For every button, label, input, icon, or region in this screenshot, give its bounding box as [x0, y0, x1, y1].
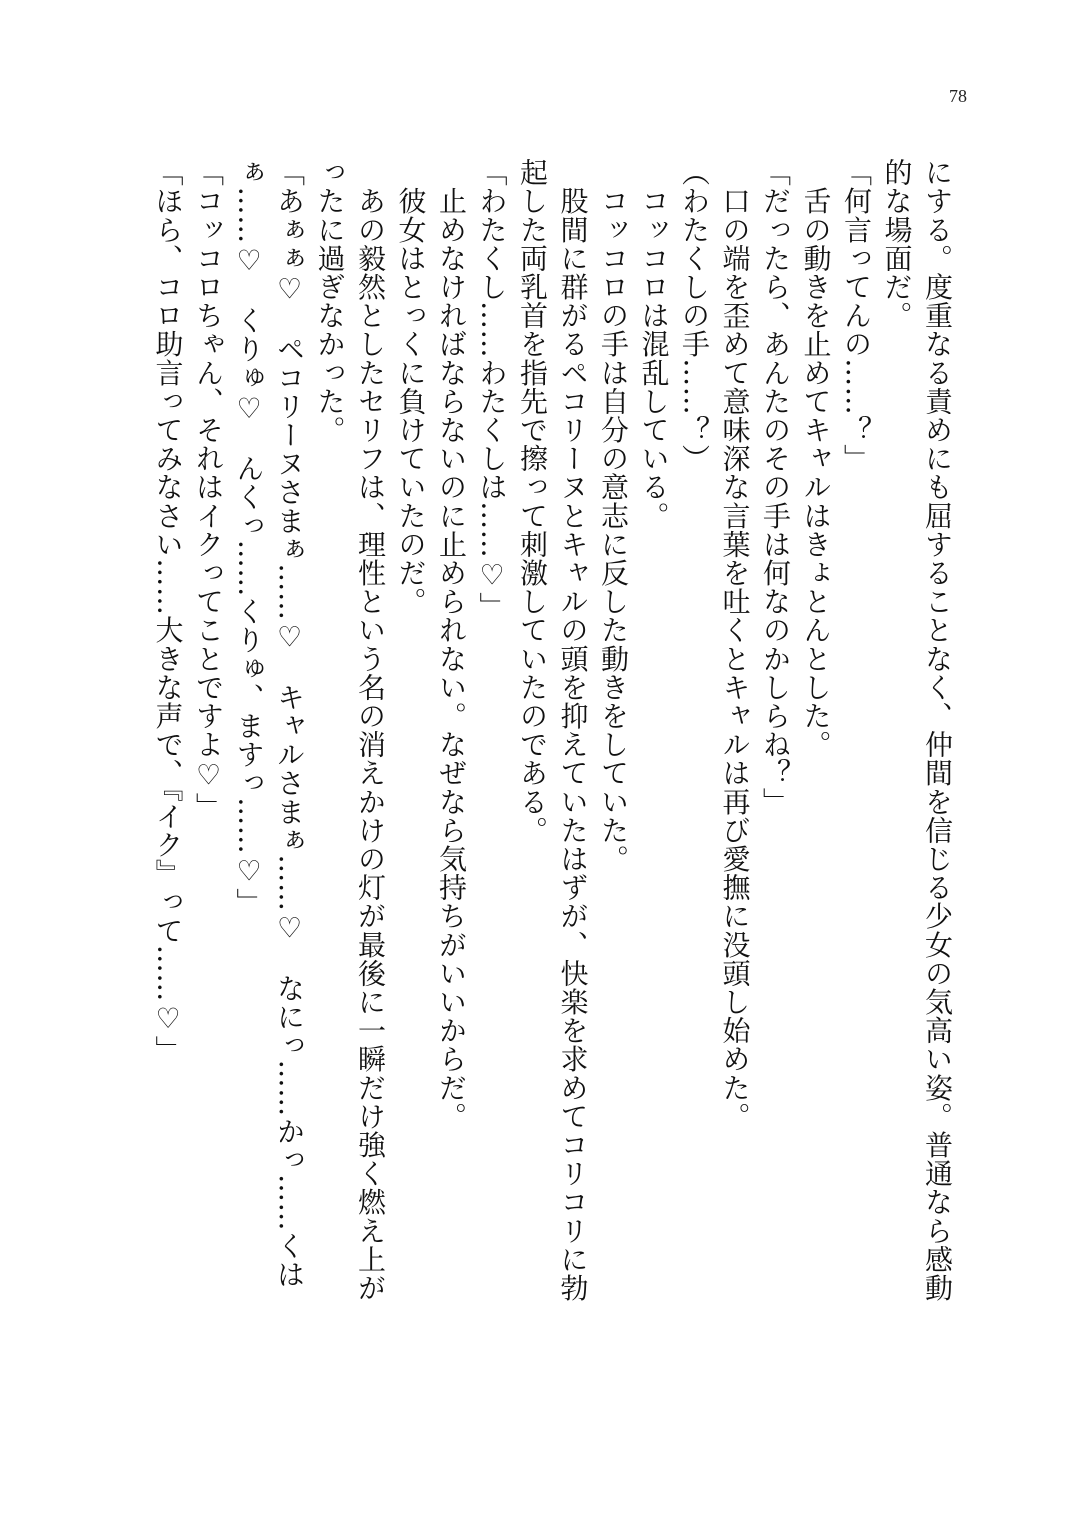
text-line-19: 「コッコロちゃん、それはイクってことですよ♡」 — [192, 158, 225, 821]
text-line-2: 的な場面だ。 — [880, 158, 914, 330]
text-line-8: コッコロは混乱している。 — [637, 158, 671, 530]
text-line-6: 口の端を歪めて意味深な言葉を吐くとキャルは再び愛撫に没頭し始めた。 — [718, 158, 752, 1131]
text-line-11: 起した両乳首を指先で擦って刺激していたのである。 — [516, 158, 549, 845]
text-line-12: 「わたくし……わたくしは……♡」 — [475, 158, 509, 621]
page-number: 78 — [949, 86, 967, 106]
vertical-text-body — [107, 158, 957, 1348]
text-line-9: コッコロの手は自分の意志に反した動きをしていた。 — [597, 158, 630, 873]
text-line-18: ぁ……♡ くりゅ♡ んくっ……くりゅ、ますっ……♡」 — [232, 158, 266, 917]
text-line-16: ったに過ぎなかった。 — [313, 158, 347, 444]
text-line-7: （わたくしの手……？） — [678, 158, 711, 473]
text-line-15: あの毅然としたセリフは、理性という名の消えかけの灯が最後に一瞬だけ強く燃え上が — [354, 158, 387, 1302]
text-line-3: 「何言ってんの……？」 — [840, 158, 873, 473]
text-line-20: 「ほら、コロ助言ってみなさい……大きな声で、『イク』って……♡」 — [151, 158, 185, 1065]
text-line-10: 股間に群がるペコリーヌとキャルの頭を抑えていたはずが、快楽を求めてコリコリに勃 — [556, 158, 590, 1302]
text-line-17: 「あぁぁ♡ ペコリーヌさまぁ……♡ キャルさまぁ……♡ なにっ……かっ……くは — [273, 158, 306, 1289]
text-line-14: 彼女はとっくに負けていたのだ。 — [394, 158, 428, 616]
text-line-1: にする。度重なる責めにも屈することなく、仲間を信じる少女の気高い姿。普通なら感動 — [921, 158, 954, 1302]
text-line-5: 「だったら、あんたのその手は何なのかしらね？」 — [759, 158, 792, 816]
text-line-13: 止めなければならないのに止められない。なぜなら気持ちがいいからだ。 — [435, 158, 468, 1131]
text-line-4: 舌の動きを止めてキャルはきょとんとした。 — [799, 158, 833, 759]
